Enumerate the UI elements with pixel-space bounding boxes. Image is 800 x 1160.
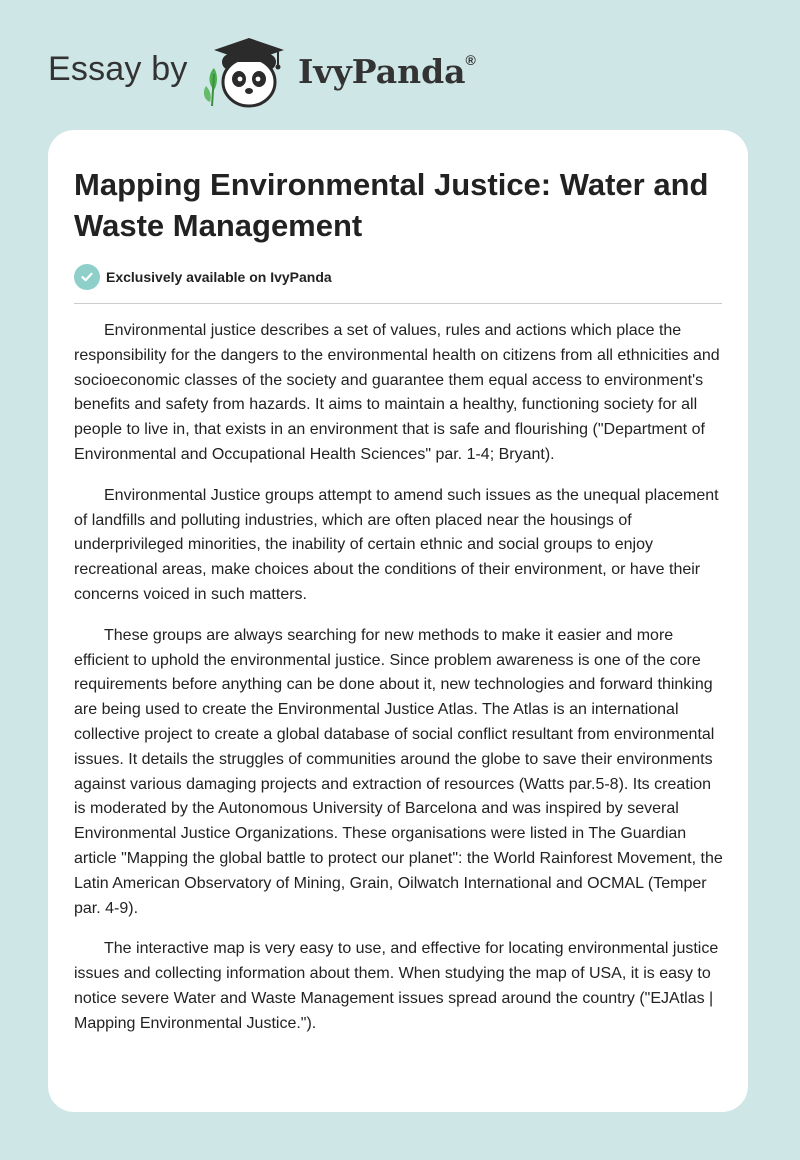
divider [74,303,722,304]
paragraph-3: These groups are always searching for new methods to make it easier and more efficient to uphold the environmental justice. Since problem awareness is one of the core requirements before anything can be done about it, new technologies and forward thinking are being used to create the Environmental Justice Atlas. The Atlas is an international collective project to create a global database of social conflict resultant from environmental issues. It details the struggles of communities around the globe to save their environments against various damaging projects and extraction of resources (Watts par.5-8). Its creation is moderated by the Autonomous University of Barcelona and was inspired by several Environmental Justice Organizations. These organisations were listed in The Guardian article "Mapping the global battle to protect our planet": the World Rainforest Movement, the Latin American Observatory of Mining, Grain, Oilwatch International and OCMAL (Temper par. 4-9). [74,626,723,917]
site-header [48,34,548,110]
brand-name[interactable]: IvyPanda® [298,52,476,91]
essay-card [48,130,748,1112]
exclusive-label: Exclusively available on IvyPanda [106,269,332,285]
page-title: Mapping Environmental Justice: Water and Waste Management [74,167,709,243]
exclusive-badge [74,264,332,290]
essay-body [74,319,726,1053]
paragraph-2: Environmental Justice groups attempt to amend such issues as the unequal placement of landfills and polluting industries, which are often placed near the housings of underprivileged minorities, the inability of certain ethnic and social groups to enjoy recreational areas, make choices about the conditions of their environment, or have their concerns voiced in such matters. [74,486,719,603]
essay-by-label: Essay by [48,50,188,88]
paragraph-1: Environmental justice describes a set of values, rules and actions which place the responsibility for the dangers to the environmental health on citizens from all ethnicities and socioeconomic classes of the society and guarantee them equal access to environment's benefits and safety from hazards. It aims to maintain a healthy, functioning society for all people to live in, that exists in an environment that is safe and flourishing ("Department of Environmental and Occupational Health Sciences" par. 1-4; Bryant). [74,322,720,463]
paragraph-4: The interactive map is very easy to use, and effective for locating environmental justice issues and collecting information about them. When studying the map of USA, it is easy to notice severe Water and Waste Management issues spread around the country ("EJAtlas | Mapping Environmental Justice."). [74,940,719,1032]
check-icon [74,264,100,290]
panda-logo-icon[interactable] [200,34,290,110]
trademark-symbol: ® [465,52,476,68]
